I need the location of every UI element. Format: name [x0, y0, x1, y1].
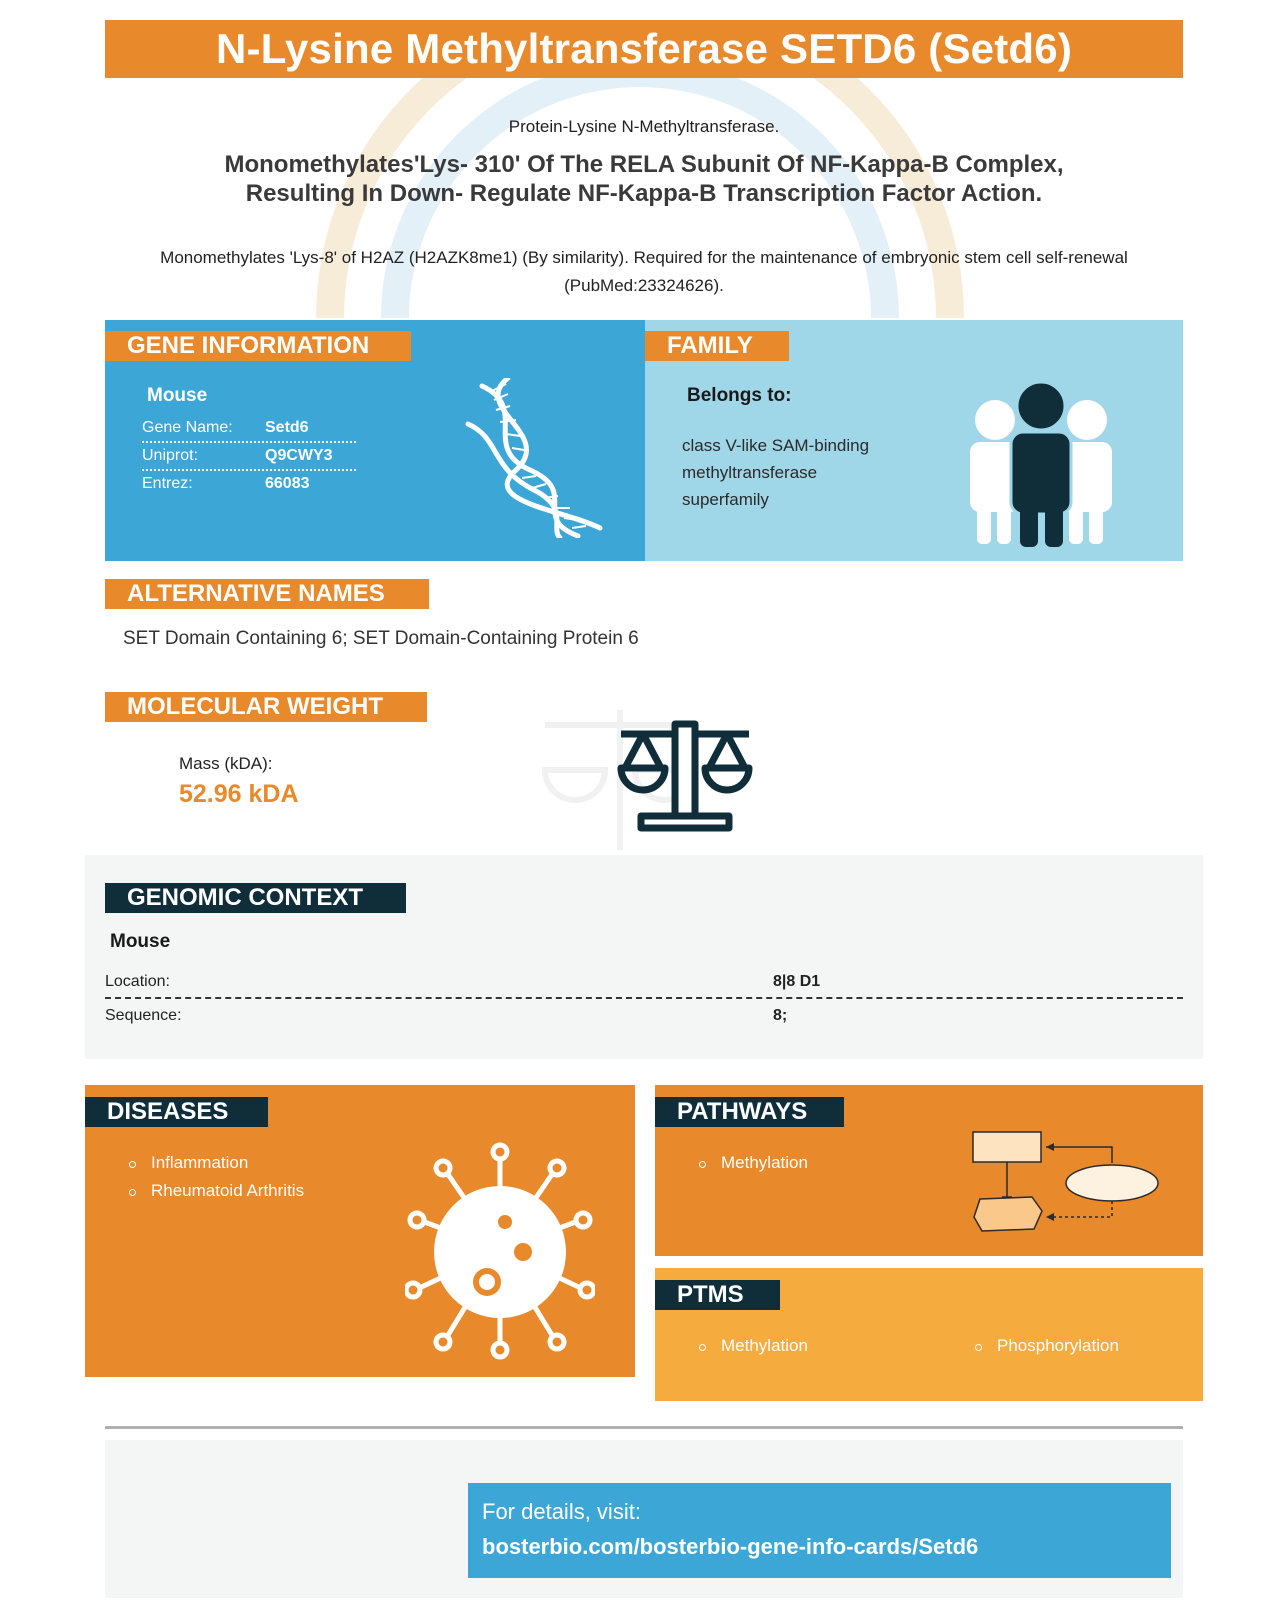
details-link-box[interactable] — [468, 1483, 1171, 1578]
uniprot-label: Uniprot: — [142, 447, 199, 464]
gene-name-label: Gene Name: — [142, 419, 233, 436]
sequence-label: Sequence: — [105, 1007, 182, 1024]
family-line-1: class V-like SAM-binding — [682, 436, 870, 455]
sequence-value: 8; — [773, 1007, 788, 1024]
ptms-panel — [655, 1268, 1203, 1401]
uniprot-row — [142, 443, 356, 471]
ptms-list-right — [975, 1332, 1119, 1360]
gene-name-value: Setd6 — [265, 419, 309, 436]
people-group-icon — [965, 382, 1115, 547]
ptm-item-methylation: Methylation — [699, 1332, 808, 1360]
entrez-row — [142, 471, 356, 497]
family-heading: FAMILY — [645, 331, 789, 361]
details-url-link[interactable]: bosterbio.com/bosterbio-gene-info-cards/Setd6 — [482, 1534, 979, 1559]
family-line-3: superfamily — [682, 490, 769, 509]
genomic-species: Mouse — [110, 931, 171, 952]
pathway-item-methylation: Methylation — [699, 1149, 808, 1177]
disease-item-rheumatoid-arthritis: Rheumatoid Arthritis — [129, 1177, 304, 1205]
pathways-heading: PATHWAYS — [655, 1097, 844, 1127]
gene-species: Mouse — [147, 385, 208, 406]
ptms-list-left — [699, 1332, 808, 1360]
pathways-list — [699, 1149, 808, 1177]
diseases-list — [129, 1149, 304, 1205]
genomic-context-heading: GENOMIC CONTEXT — [105, 883, 406, 913]
location-row — [105, 967, 1183, 999]
uniprot-value: Q9CWY3 — [265, 447, 333, 464]
pathways-panel — [655, 1085, 1203, 1256]
pathway-diagram-icon — [970, 1125, 1160, 1235]
mass-value: 52.96 kDA — [179, 780, 299, 808]
protein-subtitle: Protein-Lysine N-Methyltransferase. — [508, 117, 780, 136]
balance-scale-icon — [617, 720, 753, 832]
family-description — [682, 432, 869, 513]
gene-information-heading: GENE INFORMATION — [105, 331, 411, 361]
family-panel — [645, 320, 1183, 561]
sequence-row — [105, 1001, 1183, 1031]
mass-label: Mass (kDA): — [179, 754, 273, 773]
location-value: 8|8 D1 — [773, 973, 821, 990]
diseases-panel — [85, 1085, 635, 1377]
function-description: Monomethylates 'Lys-8' of H2AZ (H2AZK8me1) (By similarity). Required for the maintenance of embryonic stem cell self-renewal (PubMed:23324626). — [160, 248, 1128, 295]
belongs-to-label: Belongs to: — [687, 385, 792, 406]
alternative-names-text: SET Domain Containing 6; SET Domain-Containing Protein 6 — [123, 628, 639, 649]
entrez-label: Entrez: — [142, 475, 193, 492]
family-line-2: methyltransferase — [682, 463, 818, 482]
ptm-item-phosphorylation: Phosphorylation — [975, 1332, 1119, 1360]
virus-icon — [405, 1140, 595, 1360]
molecular-weight-heading: MOLECULAR WEIGHT — [105, 692, 427, 722]
entrez-value: 66083 — [265, 475, 310, 492]
headline-line-2: Resulting In Down- Regulate NF-Kappa-B Transcription Factor Action. — [245, 180, 1043, 207]
headline-line-1: Monomethylates'Lys- 310' Of The RELA Subunit Of NF-Kappa-B Complex, — [224, 151, 1064, 178]
dna-icon — [460, 378, 610, 538]
details-label: For details, visit: — [482, 1499, 641, 1524]
gene-information-panel — [105, 320, 645, 561]
ptms-heading: PTMS — [655, 1280, 780, 1310]
function-headline — [105, 150, 1183, 208]
alternative-names-heading: ALTERNATIVE NAMES — [105, 579, 429, 609]
diseases-heading: DISEASES — [85, 1097, 268, 1127]
gene-name-row — [142, 415, 356, 443]
disease-item-inflammation: Inflammation — [129, 1149, 304, 1177]
location-label: Location: — [105, 973, 170, 990]
footer-divider — [105, 1426, 1183, 1429]
page-title: N-Lysine Methyltransferase SETD6 (Setd6) — [105, 20, 1183, 78]
